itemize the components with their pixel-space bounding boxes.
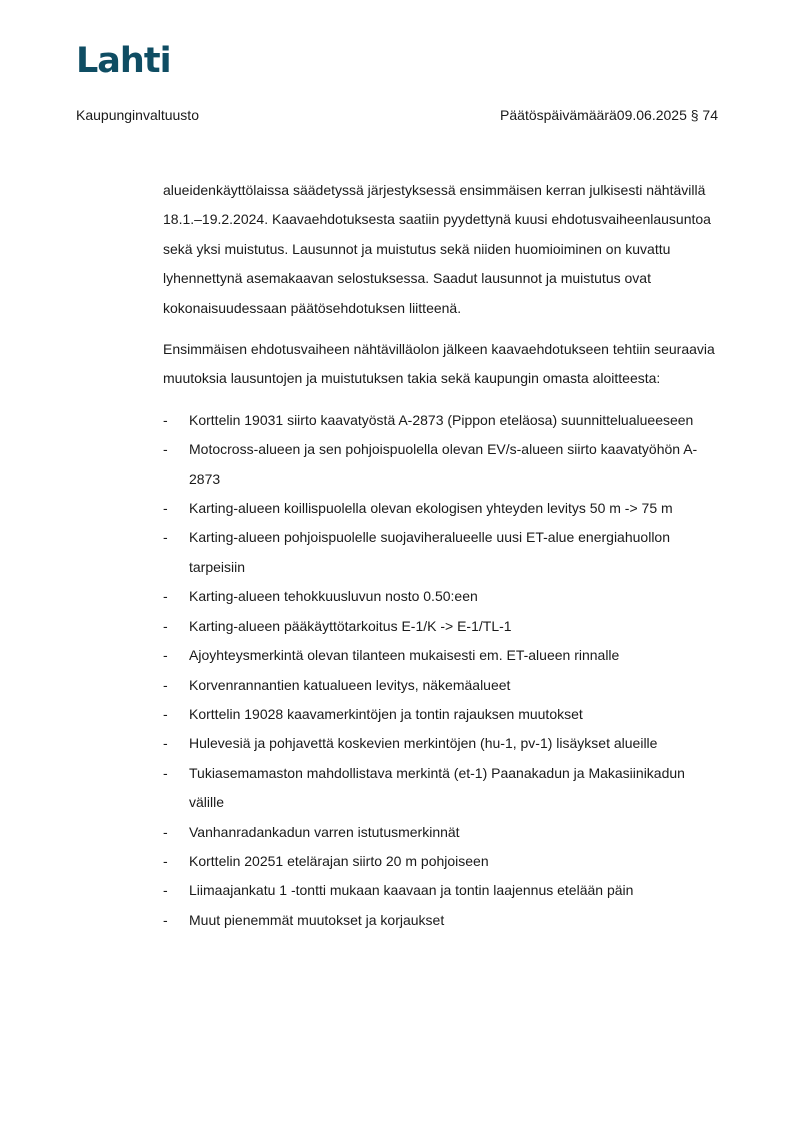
list-item bbox=[163, 818, 723, 847]
bullet-marker: - bbox=[163, 588, 168, 605]
list-item bbox=[163, 435, 723, 494]
changes-list bbox=[163, 406, 723, 935]
list-item-text: Karting-alueen pohjoispuolelle suojaviheralueelle uusi ET-alue energiahuollon tarpeisiin bbox=[189, 529, 670, 575]
list-item-text: Hulevesiä ja pohjavettä koskevien merkintöjen (hu-1, pv-1) lisäykset alueille bbox=[189, 735, 658, 752]
list-item-text: Karting-alueen pääkäyttötarkoitus E-1/K -> E-1/TL-1 bbox=[189, 617, 512, 634]
bullet-marker: - bbox=[163, 647, 168, 664]
document-body bbox=[163, 176, 723, 935]
list-item-text: Korttelin 19031 siirto kaavatyöstä A-2873 (Pippon eteläosa) suunnittelualueeseen bbox=[189, 411, 694, 428]
list-item-text: Karting-alueen koillispuolella olevan ekologisen yhteyden levitys 50 m -> 75 m bbox=[189, 500, 673, 517]
bullet-marker: - bbox=[163, 411, 168, 428]
list-item bbox=[163, 906, 723, 935]
list-item-text: Liimaajankatu 1 -tontti mukaan kaavaan ja tontin laajennus etelään päin bbox=[189, 882, 634, 899]
list-item-text: Motocross-alueen ja sen pohjoispuolella olevan EV/s-alueen siirto kaavatyöhön A-2873 bbox=[189, 441, 698, 487]
list-item bbox=[163, 700, 723, 729]
list-item-text: Karting-alueen tehokkuusluvun nosto 0.50:een bbox=[189, 588, 478, 605]
paragraph: Ensimmäisen ehdotusvaiheen nähtävilläolon jälkeen kaavaehdotukseen tehtiin seuraavia muutoksia lausuntojen ja muistutuksen takia sekä kaupungin omasta aloitteesta: bbox=[163, 341, 715, 387]
header-body-name: Kaupunginvaltuusto bbox=[76, 107, 199, 123]
list-item bbox=[163, 671, 723, 700]
lahti-logo: Lahti bbox=[76, 41, 171, 81]
bullet-marker: - bbox=[163, 500, 168, 517]
list-item-text: Korttelin 20251 etelärajan siirto 20 m pohjoiseen bbox=[189, 852, 489, 869]
list-item bbox=[163, 523, 723, 582]
list-item-text: Vanhanradankadun varren istutusmerkinnät bbox=[189, 823, 460, 840]
list-item bbox=[163, 729, 723, 758]
list-item bbox=[163, 759, 723, 818]
list-item bbox=[163, 406, 723, 435]
list-item-text: Muut pienemmät muutokset ja korjaukset bbox=[189, 911, 445, 928]
list-item bbox=[163, 876, 723, 905]
bullet-marker: - bbox=[163, 676, 168, 693]
list-item bbox=[163, 641, 723, 670]
bullet-marker: - bbox=[163, 735, 168, 752]
bullet-marker: - bbox=[163, 911, 168, 928]
bullet-marker: - bbox=[163, 764, 168, 781]
list-item-text: Ajoyhteysmerkintä olevan tilanteen mukaisesti em. ET-alueen rinnalle bbox=[189, 647, 620, 664]
list-item bbox=[163, 494, 723, 523]
bullet-marker: - bbox=[163, 441, 168, 458]
list-item bbox=[163, 847, 723, 876]
header-decision-date: Päätöspäivämäärä09.06.2025 § 74 bbox=[500, 107, 718, 123]
paragraph: alueidenkäyttölaissa säädetyssä järjestyksessä ensimmäisen kerran julkisesti nähtävillä 18.1.–19.2.2024. Kaavaehdotuksesta saatiin pyydettynä kuusi ehdotusvaiheenlausuntoa sekä yksi muistutus. Lausunnot ja muistutus sekä niiden huomioiminen on kuvattu lyhennettynä asemakaavan selostuksessa. Saadut lausunnot ja muistutus ovat kokonaisuudessaan päätösehdotuksen liitteenä. bbox=[163, 182, 711, 316]
bullet-marker: - bbox=[163, 852, 168, 869]
list-item bbox=[163, 582, 723, 611]
bullet-marker: - bbox=[163, 705, 168, 722]
bullet-marker: - bbox=[163, 529, 168, 546]
list-item-text: Korvenrannantien katualueen levitys, näkemäalueet bbox=[189, 676, 511, 693]
bullet-marker: - bbox=[163, 882, 168, 899]
list-item-text: Tukiasemamaston mahdollistava merkintä (et-1) Paanakadun ja Makasiinikadun välille bbox=[189, 764, 685, 811]
list-item bbox=[163, 612, 723, 641]
bullet-marker: - bbox=[163, 617, 168, 634]
bullet-marker: - bbox=[163, 823, 168, 840]
list-item-text: Korttelin 19028 kaavamerkintöjen ja tontin rajauksen muutokset bbox=[189, 705, 583, 722]
